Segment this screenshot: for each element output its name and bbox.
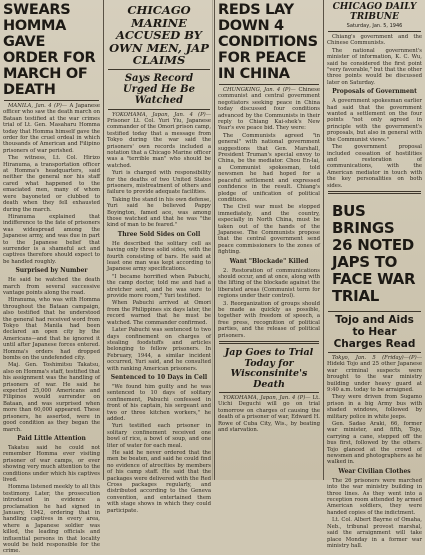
headline-reds-china: REDS LAY DOWN 4 CONDITIONS FOR PEACE IN CHINA <box>218 2 318 82</box>
divider <box>219 341 319 344</box>
divider <box>4 100 99 101</box>
subhead: Sentenced to 10 Days in Cell <box>110 373 208 381</box>
article-reds-china-body: CHUNGKING, Jan. 4 (P)— Chinese communist and central government negotiators seeking peace in China today discussed four conditions advanced by the Communists in their reply to Chiang Kai-shek's New Year's eve peace bid. They were: The Communists agreed "in general" with national government suggestions that Gen. Marshall, President Truman's special envoy to China, be the mediator. Chou En-lai, a Communist spokesman, told newsmen he had hoped for a peaceful settlement and expressed confidence in the result. Chiang's pledge of unification of political conditions. The Civil war must be stopped immediately, and the country, especially in North China, must be taken out of the hands of the Japanese. The Communists propose that the central government send peace commissioners to the zones of fighting. Want "Blockade" Killed 2. Restoration of communications should occur, and at once, along with the lifting of the blockade against the liberated areas (Communist term for regions under their control). 3. Reorganization of groups should be made as quickly as possible, together with freedom of speech, a free press, recognition of political parties, and the release of political prisoners. <box>218 87 320 339</box>
masthead-date: Saturday, Jan. 5, 1946 <box>346 23 403 29</box>
divider <box>328 31 421 32</box>
divider <box>328 352 421 353</box>
headline-wisconsinite: Jap Goes to Trial Today for Wisconsinite's Death <box>224 347 314 390</box>
dateline: CHUNGKING, Jan. 4 (P)— <box>223 87 296 93</box>
masthead: CHICAGO DAILY TRIBUNE <box>332 2 417 22</box>
divider <box>328 191 421 194</box>
divider <box>219 392 319 393</box>
article-tojo-body: Tokyo, Jan. 5 (Friday)—(P)— Hideki Tojo and 25 other Japanese war criminal suspects were brought to the war ministry building under heavy guard at 9:40 a.m. today to be arraigned. They were driven from Sugamo prison in a big Army bus with shaded windows, followed by military police in white jeeps. Gen. Sadao Araki, 66, former war minister, and fifth, Tojo, carrying a cane, stepped off the bus first, followed by the others. Tojo glanced at the crowd of newsmen and photographers as he walked in. Wear Civilian Clothes The 26 prisoners were marched into the war ministry building in three lines. As they went into a reception room attended by armed American soldiers, they were handed copies of the indictment. Lt. Col. Albert Bayrne of Omaha, Neb., tribunal provost marshal, said the arraignment will take place Monday in a former war ministry hall. <box>327 354 422 549</box>
article-china-continued: Chiang's government and the Chinese Communists. The national government's minister of information, K. C. Wu, said he considered the first point "very favorable," but that the other three points would be discussed later on Saturday. Proposals of Government A government spokesman earlier had said that the government wanted a settlement on the four points "not only agreed in principle with the government's proposals, but also in general with the Communist views." The government proposal included cessation of hostilities and restoration of communications, with the American mediator in touch with the key personalities on both sides. <box>327 34 422 189</box>
dateline: YOKOHAMA, Japan, Jan. 4 (P)— <box>223 395 311 402</box>
column-reds-china <box>215 0 324 480</box>
divider <box>108 109 210 110</box>
subhead: Three Sold Sides on Coll <box>117 230 201 238</box>
subhead: Proposals of Government <box>332 88 417 96</box>
divider <box>108 69 210 70</box>
headline-bus-brings-japs: BUS BRINGS 26 NOTED JAPS TO FACE WAR TRIAL <box>332 201 416 305</box>
subhead: Surprised by Number <box>15 267 88 275</box>
article-wisconsinite-body: YOKOHAMA, Japan, Jan. 4 (P)— Lt. Uichi Deguchi will go on trial tomorrow on charges of causing the death of a prisoner of war, Edward H. Rowe of Cuba City, Wis., by beating and starvation. <box>218 395 320 434</box>
divider <box>328 311 421 312</box>
deck-tojo: Tojo and Aids to Hear Charges Read <box>333 313 416 350</box>
dateline: MANILA, Jan. 4 (P)— <box>8 103 68 109</box>
subhead: Paid Little Attention <box>17 434 86 442</box>
deck-chicago-marine: Says Record Urged He Be Watched <box>123 72 195 106</box>
headline-chicago-marine: CHICAGO MARINE ACCUSED BY OWN MEN, JAP CLAIMS <box>109 3 209 67</box>
column-chicago-marine <box>104 0 215 514</box>
dateline: Tokyo, Jan. 5 (Friday)—(P)— <box>332 354 422 361</box>
article-chicago-marine-body: YOKOHAMA, Japan, Jan. 4 (P)— Prisoner Lt. Col. Yuri Yiu, Japanese commander of the Omori prison camp, testified today that a message from Tokyo during the war said the prisoners' own records included a notation that a Chicago Marine officer was a "terrible man" who should be watched. Yuri is charged with responsibility for the deaths of two United States prisoners, mistreatment of others and failure to provide adequate facilities. Taking the stand in his own defense, Yuri said he believed Pappy Boyington, famed ace, was among those watched and that he was "the kind of man to be feared." Three Sold Sides on Coll He described the solitary cell as having only three solid sides, with the fourth consisting of bars. He said at least one man was kept according to Japanese army specifications. "I became horrified when Pabuchi, the camp doctor, told me and had a stretcher sent, and he was sure to provide more room," Yuri testified. When Pabuchi arrived at Omori from the Philippines six days later, the record warned that he must be watched. The commander confirmed. Later Pabuchi was sentenced to two days confinement on charges of stealing foodstuffs and articles belonging to fellow prisoners. In February, 1944, a similar incident occurred, Yuri said, and he consulted with ranking American prisoners. Sentenced to 10 Days in Cell "We found him guilty and he was sentenced to 10 days of solitary confinement, Pabuchi confessed in front of his captain, his sergeant and two or three kitchen workers," he added. Yuri testified each prisoner in solitary confinement received one bowl of rice, a bowl of soup, and one liter of water for each meal. He said he never ordered that the men be beaten, and said he could find no evidence of atrocities by members of his camp staff. He said that the packages were delivered with the Red Cross packages regularly, and distributed according to the Geneva convention, and entertained them with stage shows in which they could participate. <box>107 111 212 514</box>
subhead: Want "Blockade" Killed <box>229 257 309 265</box>
subhead: Wear Civilian Clothes <box>338 467 411 475</box>
column-homma <box>0 0 104 555</box>
divider <box>219 84 319 85</box>
headline-homma: SWEARS HOMMA GAVE ORDER FOR MARCH OF DEATH <box>3 2 96 98</box>
article-homma-body: MANILA, Jan. 4 (P)— A Japanese officer who saw the death march on Bataan testified at the war crimes trial of Lt. Gen. Masaharu Homma today that Homma himself gave the order for the cruel ordeal in which thousands of American and Filipino prisoners of war perished. The witness, Lt. Col. Hirizo Hiranuma, a transportation officer at Homma's headquarters, said neither the general nor his staff cared what happened to the emaciated men, many of whom were bayoneted or clubbed to death when they fell exhausted during the march. Hiranuma explained that indifference to the fate of prisoners was widespread among the Japanese army, and was due in part to the Japanese belief that surrender is a shameful act and captives therefore should expect to be handled roughly. Surprised by Number He said he watched the death march from several successive vantage points along the road. Hiranuma, who was with Homma throughout the Bataan campaign, also testified that he understood the general had received word from Tokyo that Manila had been declared an open city by the Americans—and that he ignored it until after Japanese forces entered. Homma's orders had dropped bombs on the undefended city. Maj. Gen. Toshimitsu Takatsu, also on Homma's staff, testified that his assignment was the handling of prisoners of war. He said he expected 25,000 Americans and Filipinos would surrender on Bataan, and was surprised when more than 60,000 appeared. These prisoners, he asserted, were in good condition as they began the march. Paid Little Attention Takatsu said he could not remember Homma ever visiting prisoner of war camps, or ever showing very much attention to the conditions under which his captives lived. Homma listened meekly to all this testimony. Later, the prosecution introduced in evidence a proclamation he had signed in January, 1942, ordering that in handling captives in every area, where a Japanese soldier was killed, the leading officials and influential persons in that locality would be held responsible for the crime. <box>3 103 100 555</box>
dateline: YOKOHAMA, Japan, Jan. 4 (P)— <box>112 111 211 118</box>
page-crease <box>212 0 213 480</box>
column-tojo <box>324 0 425 549</box>
